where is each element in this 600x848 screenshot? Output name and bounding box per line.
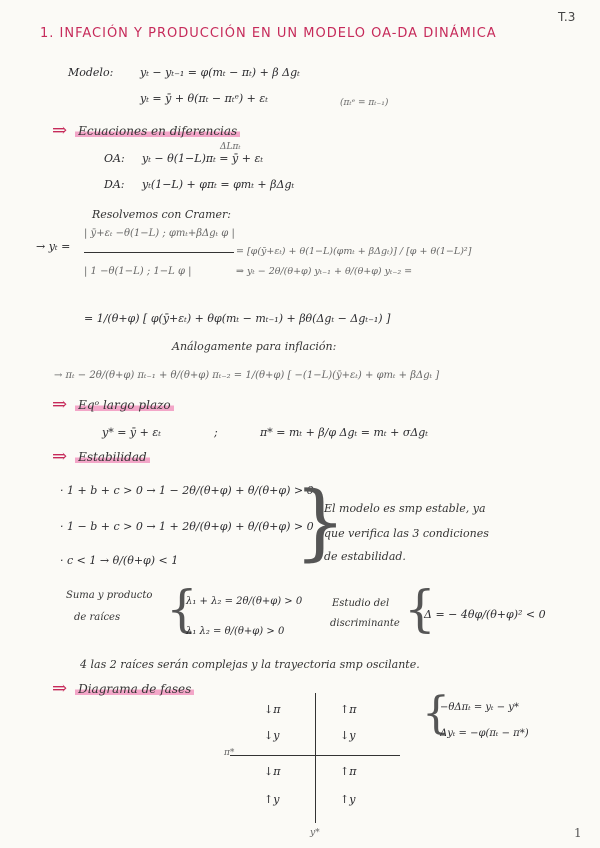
section-label: Ecuaciones en diferencias — [75, 124, 240, 138]
cramer-matrix-bottom: | 1 −θ(1−L) ; 1−L φ | — [84, 266, 192, 277]
oa-note: ΔLπₜ — [220, 142, 241, 152]
conclusion-line-2: que verifica las 3 condiciones — [324, 527, 489, 540]
cell-text: ↑π — [340, 765, 357, 778]
da-label: DA: — [104, 178, 125, 191]
arrow-right-icon: ⇒ — [52, 394, 68, 415]
arrow-right-icon: ⇒ — [52, 678, 68, 699]
cramer-matrix-top: | ȳ+εₜ −θ(1−L) ; φmₜ+βΔgₜ φ | — [84, 228, 235, 239]
discriminant: Δ = − 4θφ/(θ+φ)² < 0 — [424, 608, 546, 621]
right-brace: } — [294, 475, 347, 570]
cell-text: ↓π — [264, 765, 281, 778]
section-ecuaciones — [52, 122, 240, 140]
roots-label-1: Suma y producto — [66, 590, 153, 601]
oa-label: OA: — [104, 152, 125, 165]
section-label: Eqᵒ largo plazo — [75, 398, 174, 412]
y-star-label: y* — [310, 828, 320, 838]
pi-star-line — [230, 755, 400, 756]
roots-label-2: de raíces — [74, 612, 121, 623]
implied-equation: ⇒ yₜ − 2θ/(θ+φ) yₜ₋₁ + θ/(θ+φ) yₜ₋₂ = — [236, 266, 413, 277]
section-estabilidad — [52, 448, 150, 466]
phase-eq-2: Δyₜ = −φ(πₜ − π*) — [440, 728, 529, 739]
cell-text: ↑y — [340, 793, 356, 806]
roots-sum: λ₁ + λ₂ = 2θ/(θ+φ) > 0 — [186, 596, 303, 607]
pi-star-label: π* — [224, 748, 235, 758]
oa-equation: yₜ − θ(1−L)πₜ = ȳ + εₜ — [142, 152, 264, 165]
cramer-note: Resolvemos con Cramer: — [92, 208, 231, 221]
disc-label-1: Estudio del — [332, 598, 390, 609]
phase-eq-1: −θΔπₜ = yₜ − y* — [440, 702, 519, 713]
conclusion-line-3: de estabilidad. — [324, 550, 406, 563]
y-star-line — [315, 693, 316, 823]
y-solution-line: = 1/(θ+φ) [ φ(ȳ+εₜ) + θφ(mₜ − mₜ₋₁) + βθ(Δgₜ − Δgₜ₋₁) ] — [84, 312, 391, 325]
topic-tag: T.3 — [558, 10, 576, 24]
page-title: 1. INFACIÓN Y PRODUCCIÓN EN UN MODELO OA-DA DINÁMICA — [40, 26, 497, 41]
cell-text: ↑y — [264, 793, 280, 806]
cell-text: ↓y — [264, 729, 280, 742]
left-brace: { — [166, 580, 198, 638]
fraction-bar — [84, 252, 234, 253]
separator: ; — [214, 426, 218, 439]
left-brace: { — [422, 688, 450, 739]
conclusion-line-1: El modelo es smp estable, ya — [324, 502, 486, 515]
phase-diagram — [240, 693, 390, 823]
section-diagrama — [52, 680, 194, 698]
pi-star-equation: π* = mₜ + β/φ Δgₜ = mₜ + σΔgₜ — [260, 426, 429, 439]
cramer-rhs: = [φ(ȳ+εₜ) + θ(1−L)(φmₜ + βΔgₜ)] / [φ + θ(1−L)²] — [236, 246, 472, 257]
section-largo-plazo — [52, 396, 174, 414]
final-note: 4 las 2 raíces serán complejas y la trayectoria smp oscilante. — [80, 658, 420, 671]
pi-equation: → πₜ − 2θ/(θ+φ) πₜ₋₁ + θ/(θ+φ) πₜ₋₂ = 1/(θ+φ) [ −(1−L)(ȳ+εₜ) + φmₜ + βΔgₜ ] — [54, 370, 440, 381]
analog-note: Análogamente para inflación: — [172, 340, 337, 353]
cell-text: ↓y — [340, 729, 356, 742]
model-eq-1: yₜ − yₜ₋₁ = φ(mₜ − πₜ) + β Δgₜ — [140, 66, 300, 79]
arrow-right-icon: ⇒ — [52, 446, 68, 467]
model-label: Modelo: — [68, 66, 114, 79]
page-number: 1 — [574, 826, 582, 840]
disc-label-2: discriminante — [330, 618, 400, 629]
cell-text: ↓π — [264, 703, 281, 716]
condition-1: · 1 + b + c > 0 → 1 − 2θ/(θ+φ) + θ/(θ+φ) > 0 — [60, 484, 314, 497]
model-note: (πₜᵉ = πₜ₋₁) — [340, 98, 389, 108]
cell-text: ↑π — [340, 703, 357, 716]
section-label: Estabilidad — [75, 450, 150, 464]
left-brace: { — [404, 580, 436, 638]
roots-product: λ₁ λ₂ = θ/(θ+φ) > 0 — [186, 626, 285, 637]
section-label: Diagrama de fases — [75, 682, 194, 696]
y-label: → yₜ = — [36, 240, 71, 253]
condition-2: · 1 − b + c > 0 → 1 + 2θ/(θ+φ) + θ/(θ+φ) > 0 — [60, 520, 314, 533]
y-star-equation: y* = ȳ + εₜ — [102, 426, 161, 439]
arrow-right-icon: ⇒ — [52, 120, 68, 141]
condition-3: · c < 1 → θ/(θ+φ) < 1 — [60, 554, 179, 567]
da-equation: yₜ(1−L) + φπₜ = φmₜ + βΔgₜ — [142, 178, 295, 191]
model-eq-2: yₜ = ȳ + θ(πₜ − πₜᵉ) + εₜ — [140, 92, 268, 105]
